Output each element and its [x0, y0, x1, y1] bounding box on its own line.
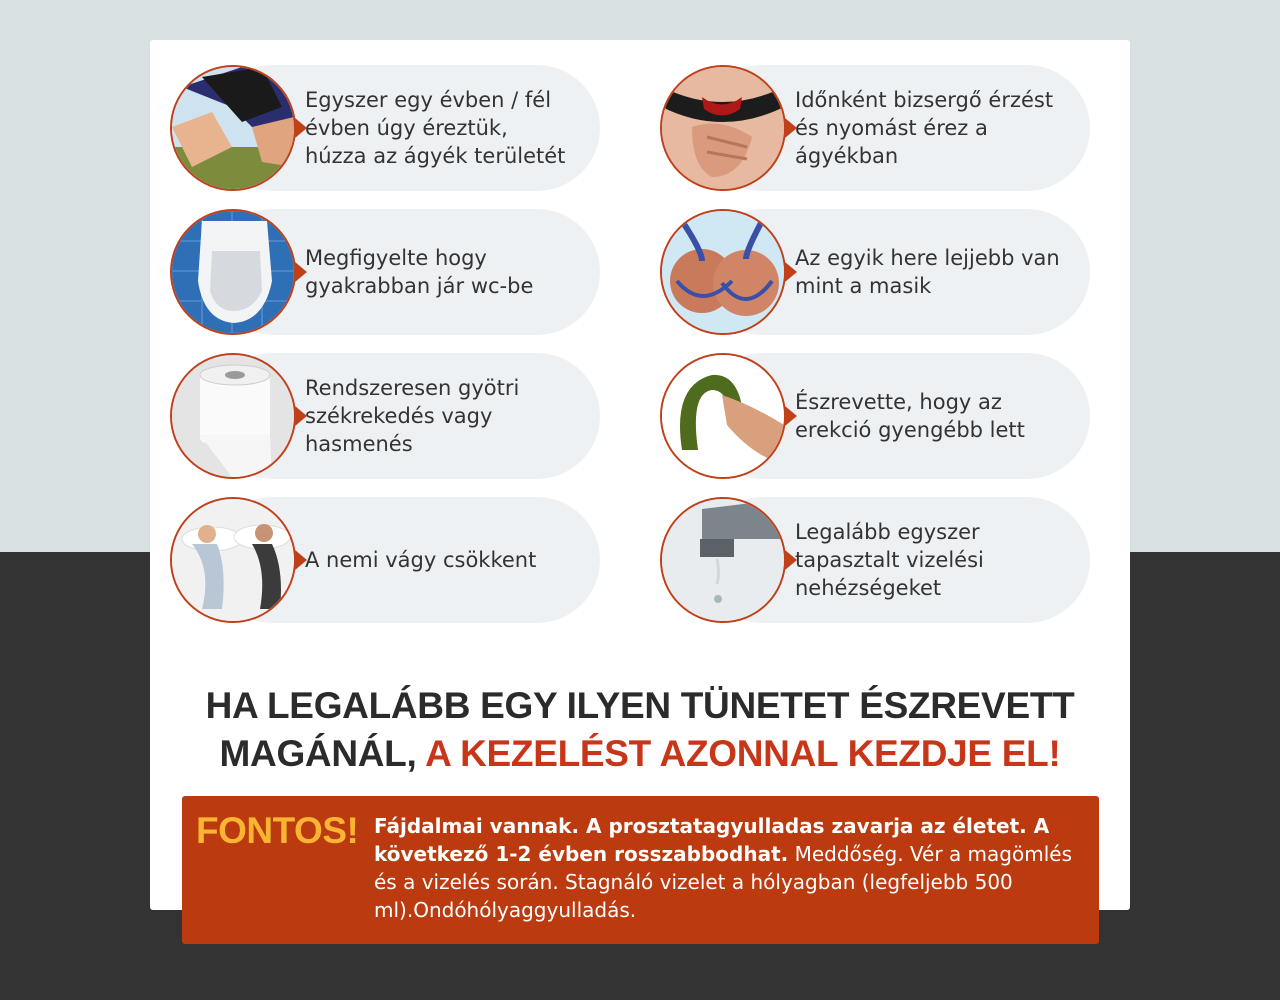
groin-pressure-photo-icon	[660, 65, 786, 191]
symptom-item-4	[640, 209, 1090, 335]
notice-body-text: Meddőség. Vér a magömlés és a vizelés során. Stagnáló vizelet a hólyagban (legfeljebb 500 ml).Ondóhólyaggyulladás.	[374, 842, 1072, 922]
arrow-icon	[295, 118, 307, 138]
symptom-text: Időnként bizsergő érzést és nyomást érez a ágyékban	[795, 88, 1054, 168]
headline-part-1: HA LEGALÁBB EGY ILYEN TÜNETET ÉSZREVETT MAGÁNÁL,	[205, 685, 1075, 774]
symptom-text: A nemi vágy csökkent	[305, 548, 537, 572]
symptom-item-7	[150, 497, 600, 623]
symptom-item-6	[640, 353, 1090, 479]
symptoms-card	[150, 40, 1130, 910]
symptom-text: Legalább egyszer tapasztalt vizelési nehézségeket	[795, 520, 984, 600]
arrow-icon	[295, 262, 307, 282]
headline-part-2: A KEZELÉST AZONNAL KEZDJE EL!	[425, 733, 1061, 774]
arrow-icon	[785, 262, 797, 282]
notice-bold-text: Fájdalmai vannak. A prosztatagyulladas zavarja az életet. A következő 1-2 évben rosszabbodhat.	[374, 814, 1050, 866]
headline	[150, 682, 1130, 778]
arrow-icon	[295, 406, 307, 426]
urinal-photo-icon	[170, 209, 296, 335]
symptom-text: Észrevette, hogy az erekció gyengébb lett	[795, 390, 1025, 442]
important-notice	[182, 796, 1099, 944]
notice-text	[374, 812, 1084, 924]
cucumber-photo-icon	[660, 353, 786, 479]
symptom-item-8	[640, 497, 1090, 623]
symptom-item-2	[640, 65, 1090, 191]
arrow-icon	[785, 406, 797, 426]
symptom-item-5	[150, 353, 600, 479]
arrow-icon	[785, 550, 797, 570]
symptom-item-1	[150, 65, 600, 191]
symptom-text: Az egyik here lejjebb van mint a masik	[795, 246, 1060, 298]
symptom-text: Rendszeresen gyötri székrekedés vagy hasmenés	[305, 376, 520, 456]
arrow-icon	[295, 550, 307, 570]
testicles-illustration-icon	[660, 209, 786, 335]
groin-pain-photo-icon	[170, 65, 296, 191]
symptom-item-3	[150, 209, 600, 335]
symptom-text: Megfigyelte hogy gyakrabban jár wc-be	[305, 246, 534, 298]
toilet-paper-photo-icon	[170, 353, 296, 479]
couple-in-bed-photo-icon	[170, 497, 296, 623]
symptom-text: Egyszer egy évben / fél évben úgy éreztük, húzza az ágyék területét	[305, 88, 566, 168]
arrow-icon	[785, 118, 797, 138]
notice-label: FONTOS!	[196, 810, 359, 851]
dripping-faucet-photo-icon	[660, 497, 786, 623]
